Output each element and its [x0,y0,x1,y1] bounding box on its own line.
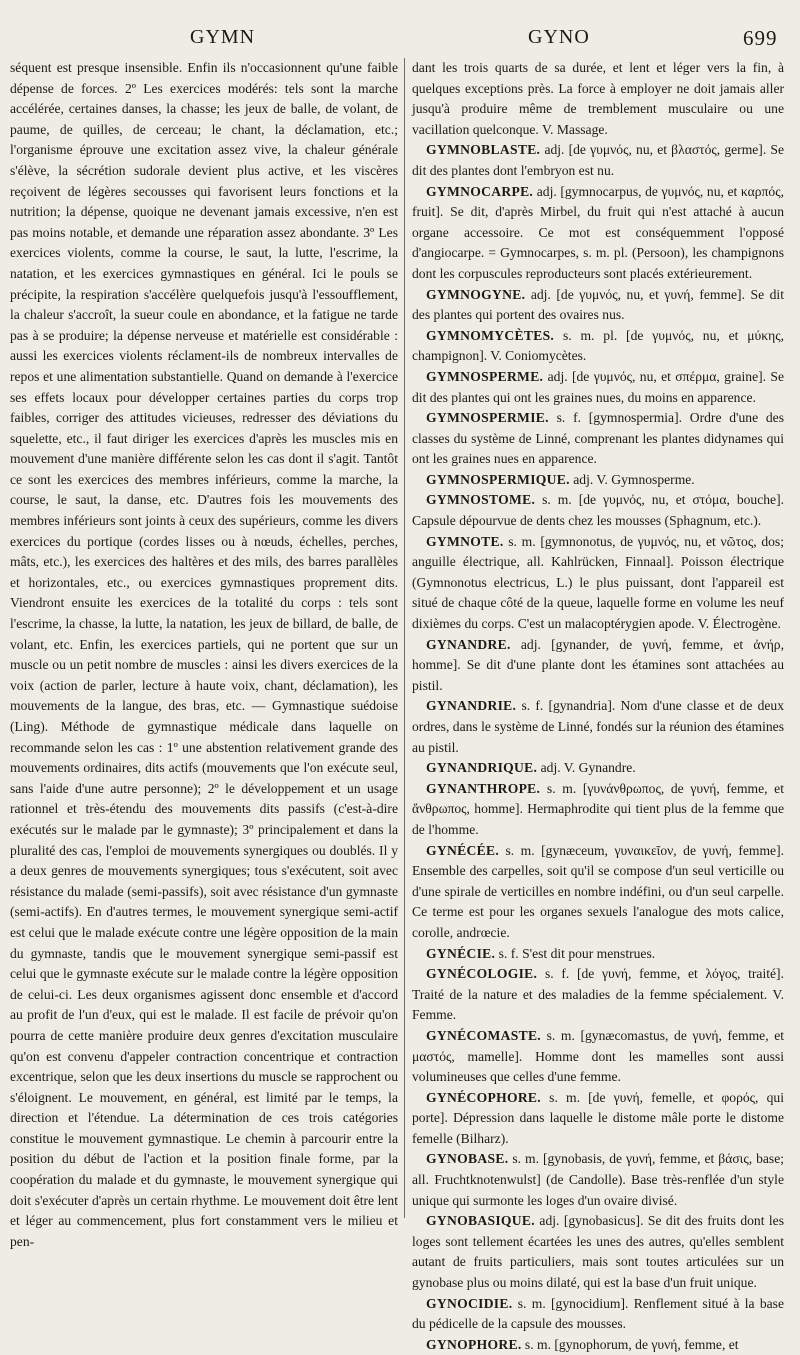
definition: adj. [de γυμνός, nu, et βλαστός, germe]. Se dit des plantes dont l'embryon est nu. [412,142,784,178]
headword: GYNANDRIE. [426,698,517,714]
headword: GYNÉCOLOGIE. [426,966,538,982]
definition: s. m. [de γυνή, femelle, et φορός, qui porte]. Dépression dans laquelle le distome mâle porte le distome femelle (Bilharz). [412,1089,784,1146]
definition: s. m. [gymnonotus, de γυμνός, nu, et νῶτος, dos; anguille électrique, all. Kahlrücken, Finnaal]. Poisson électrique (Gymnonotus electricus, L.) le plus puissant, dont l'appareil est situé de chaque côté de la queue, laquelle forme en volume les neuf dixièmes du corps. C'est un malacoptérygien apode. V. Électrogène. [412,533,784,632]
headword: GYMNOGYNE. [426,286,526,302]
left-column [10,58,398,1252]
headword: GYNÉCÉE. [426,842,500,858]
entry-gynecologie [412,964,784,1026]
column-divider [404,58,405,1218]
definition: s. f. [gymnospermia]. Ordre d'une des classes du système de Linné, comprenant les plantes didynames qui ont les graines nues en apparence. [412,410,784,467]
definition: adj. [de γυμνός, nu, et σπέρμα, graine]. Se dit des plantes qui ont les graines nues, du moins en apparence. [412,368,784,405]
entry-gymnomycetes [412,326,784,367]
entry-gynocidie [412,1294,784,1335]
definition: s. m. [gynobasis, de γυνή, femme, et βάσις, base; all. Fruchtknotenwulst] (de Candolle). Base très-renflée d'un style unique qui surmonte les loges d'un ovaire divisé. [412,1151,785,1208]
headword: GYNANDRE. [426,636,511,652]
running-head-center: GYNO [528,26,590,48]
entry-gymnoblaste [412,140,784,181]
headword: GYNANTHROPE. [426,780,541,796]
definition: s. m. [γυνάνθρωπος, de γυνή, femme, et ἄνθρωπος, homme]. Hermaphrodite qui tient plus de la femme que de l'homme. [412,780,784,837]
entry-gymnospermique [412,470,784,491]
headword: GYNÉCIE. [426,945,496,961]
headword: GYMNOSPERMIE. [426,410,549,426]
definition: s. f. [gynandria]. Nom d'une classe et de deux ordres, dans le système de Linné, fondés sur la réunion des étamines au pistil. [412,698,784,755]
headword: GYMNOCARPE. [426,183,534,199]
right-column-continuation: dant les trois quarts de sa durée, et lent et léger vers la fin, à quelques exceptions près. La force à employer ne doit jamais aller jusqu'à produire même de tremblement musculaire ou une vacillation quelconque. V. Massage. [412,60,784,137]
definition: s. m. [gynæcomastus, de γυνή, femme, et μαστός, mamelle]. Homme dont les mamelles sont aussi volumineuses que celles d'une femme. [412,1027,785,1085]
headword: GYNOCIDIE. [426,1295,513,1311]
headword: GYMNOSPERME. [426,368,544,384]
entry-gynecee [412,841,784,944]
headword: GYNOBASIQUE. [426,1213,535,1229]
headword: GYMNOBLASTE. [426,142,541,158]
entry-gynecomaste [412,1026,784,1088]
entry-gymnote [412,532,784,635]
headword: GYNANDRIQUE. [426,760,538,776]
entry-gymnostome [412,490,784,531]
entry-gynecie [412,944,784,965]
entry-gynandre [412,635,784,697]
running-head [0,26,800,56]
definition: adj. V. Gynandre. [540,760,636,776]
definition: adj. [gynander, de γυνή, femme, et ἀνήρ, homme]. Se dit d'une plante dont les étamines sont attachées au pistil. [412,636,784,693]
definition: s. m. [gynæceum, γυναικεῖον, de γυνή, femme]. Ensemble des carpelles, soit qu'il se compose d'un seul verticille ou d'une spirale de verticilles en nombre indéfini, ou d'un seul carpelle. Ce terme est pour les organes sexuels l'analogue des mots calice, corolle, andrœcie. [412,842,784,940]
definition: s. m. pl. [de γυμνός, nu, et μύκης, champignon]. V. Coniomycètes. [412,327,784,364]
entry-gymnospermie [412,408,784,470]
entry-gymnocarpe [412,182,784,285]
headword: GYMNOSPERMIQUE. [426,471,570,487]
entry-gynophore [412,1335,784,1355]
definition: adj. V. Gymnosperme. [573,471,695,487]
headword: GYNÉCOMASTE. [426,1027,542,1043]
entry-gynandrie [412,696,784,758]
definition: adj. [gymnocarpus, de γυμνός, nu, et καρπός, fruit]. Se dit, d'après Mirbel, du fruit qui n'est attaché à aucun organe accessoire. Ce mot est conséquemment l'opposé d'angiocarpe. = Gymnocarpes, s. m. pl. (Persoon), les champignons dont les corpuscules reproducteurs sont placés extérieurement. [412,183,784,281]
entry-gynecophore [412,1088,784,1150]
entry-gynandrique [412,758,784,779]
headword: GYMNOMYCÈTES. [426,327,555,343]
headword: GYNOPHORE. [426,1336,522,1352]
left-column-text: séquent est presque insensible. Enfin ils n'occasionnent qu'une faible dépense de forces. 2º Les exercices modérés: tels sont la marche accélérée, certaines danses, la chasse; les jeux de balle, de volant, de paume, de quilles, de cerceau; le chant, la déclamation, etc.; l'organisme éprouve une excitation assez vive, la chaleur générale s'élève, la sécrétion sudorale devient plus active, et les viscères reçoivent de légères secousses qui favorisent leurs fonctions et la nutrition; la dépense, quoique ne devenant jamais excessive, n'en est pas moins notable, et demande une réparation assez abondante. 3º Les exercices violents, comme la course, le saut, la lutte, l'escrime, la natation, et les exercices gymnastiques en général. Ici le pouls se précipite, la respiration s'accélère quelquefois jusqu'à l'essoufflement, la chaleur s'accroît, la sueur coule en abondance, et la fatigue ne tarde pas à se produire; la dépense nerveuse et matérielle est considérable : aussi les exercices violents réclament-ils de nombreux intervalles de repos et une alimentation substantielle. Quand on demande à l'exercice ses effets locaux pour développer certaines parties du corps trop faibles, corriger des attitudes vicieuses, redresser des déviations du squelette, etc., il faut diriger les exercices d'après les muscles mis en mouvement d'une manière différente selon les cas dont il s'agit. Tantôt ce sont les exercices des membres inférieurs, comme la marche, la course, le saut, la danse, etc. D'autres fois les mouvements des membres inférieurs sont joints à ceux des supérieurs, comme les divers exercices du portique (cordes lisses ou à nœuds, échelles, perches, mâts, etc.), les exercices des haltères et des mils, des barres parallèles et horizontales, etc., ou exercices gymnastiques proprement dits. Viendront ensuite les exercices de la totalité du corps : tels sont l'escrime, la chasse, la lutte, la natation, les jeux de billard, de balle, de volant, etc. Enfin, les exercices partiels, qui ne portent que sur un muscle ou un petit nombre de muscles : ainsi les divers exercices de la voix (action de parler, lecture à haute voix, chant, déclamation), les mouvements de la langue, des bras, etc. — Gymnastique suédoise (Ling). Méthode de gymnastique médicale dans laquelle on recommande selon les cas : 1º une abstention relativement grande des mouvements ordinaires, dits actifs (mouvements que l'on exécute seul, sans l'aide d'une autre personne); 2º le développement et un usage rationnel et très-étendu des mouvements dits passifs (c'est-à-dire exécutés sur le malade par le gymnaste); 3º principalement et dans la pluralité des cas, l'emploi de mouvements synergiques ou doublés. Il y a deux genres de mouvements synergiques; tous s'exécutent, soit avec résistance du malade (semi-passifs), soit avec résistance d'un gymnaste (semi-actifs). En d'autres termes, le mouvement synergique semi-actif est celui que le malade exécute contre une légère opposition de la main du gymnaste, tandis que le mouvement synergique semi-passif est celui que le gymnaste exécute sur le malade contre la légère opposition de celui-ci. Les deux organismes agissent donc ensemble et d'accord au profit de l'un d'eux, qui est le malade. Il est facile de prévoir qu'on pourra de cette manière produire deux genres d'excitation musculaire qu'on est convenu d'appeler contraction concentrique et contraction excentrique, selon que les deux insertions du muscle se rapprochent ou s'éloignent. Le mouvement, en général, est limité par le temps, la direction et l'étendue. La détermination de ces trois catégories constitue le mouvement gymnastique. Le chemin à parcourir entre la position du début de l'action et la position finale forme, par la coopération du malade et du gymnaste, le mouvement synergique qui doit s'exécuter d'après un certain rhythme. Le mouvement doit être lent et léger au commencement, plus fort constamment vers le milieu et pen- [10,60,398,1249]
definition: s. m. [de γυμνός, nu, et στόμα, bouche]. Capsule dépourvue de dents chez les mousses (Sphagnum, etc.). [412,492,785,529]
definition: s. m. [gynocidium]. Renflement situé à la base du pédicelle de la capsule des mousses. [412,1295,784,1332]
running-head-left: GYMN [190,26,256,48]
headword: GYNOBASE. [426,1151,509,1167]
entry-gynobase [412,1149,784,1211]
definition: s. m. [gynophorum, de γυνή, femme, et [524,1336,739,1352]
definition: adj. [gynobasicus]. Se dit des fruits dont les loges sont tellement écartées les unes des autres, qu'elles semblent autant de fruits particuliers, mais sont toutes articulées sur un gynobase plus ou moins dilaté, qui est la base d'un fruit unique. [412,1213,784,1291]
entry-gynobasique [412,1211,784,1293]
entry-gynanthrope [412,779,784,841]
right-column [412,58,784,1355]
entry-gymnogyne [412,285,784,326]
headword: GYMNOTE. [426,533,504,549]
entry-gymnosperme [412,367,784,408]
definition: adj. [de γυμνός, nu, et γυνή, femme]. Se dit des plantes qui portent des ovaires nus. [412,286,784,323]
page-number: 699 [743,26,778,50]
definition: s. f. [de γυνή, femme, et λόγος, traité]. Traité de la nature et des maladies de la femme spécialement. V. Femme. [412,966,784,1023]
headword: GYMNOSTOME. [426,492,536,508]
headword: GYNÉCOPHORE. [426,1089,541,1105]
definition: s. f. S'est dit pour menstrues. [498,945,656,961]
